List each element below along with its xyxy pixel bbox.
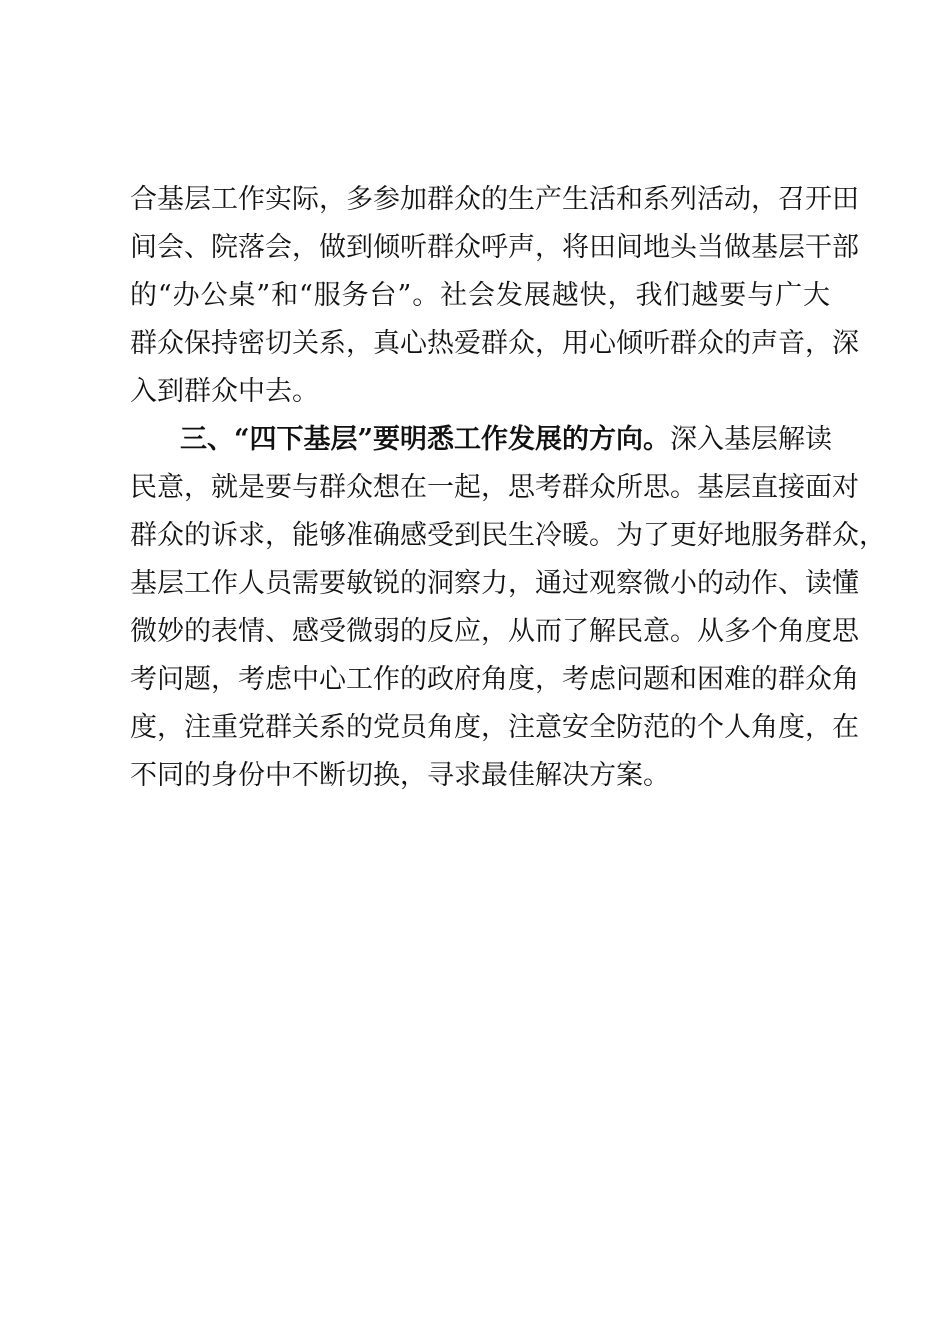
paragraph-2-line-6: 考问题，考虑中心工作的政府角度，考虑问题和困难的群众角 <box>130 664 859 695</box>
paragraph-1-line-2: 间会、院落会，做到倾听群众呼声，将田间地头当做基层干部 <box>130 232 859 263</box>
paragraph-2-line-7: 度，注重党群关系的党员角度，注意安全防范的个人角度，在 <box>130 712 859 743</box>
paragraph-1-line-1: 合基层工作实际，多参加群众的生产生活和系列活动，召开田 <box>130 184 859 215</box>
paragraph-2-line-8: 不同的身份中不断切换，寻求最佳解决方案。 <box>130 760 670 791</box>
paragraph-2-line-5: 微妙的表情、感受微弱的反应，从而了解民意。从多个角度思 <box>130 616 859 647</box>
section-heading: 三、“四下基层”要明悉工作发展的方向。 <box>180 424 671 455</box>
paragraph-2-line-3: 群众的诉求，能够准确感受到民生冷暖。为了更好地服务群众， <box>130 520 886 551</box>
paragraph-2-line-1-rest: 深入基层解读 <box>670 424 833 455</box>
paragraph-2-line-1 <box>180 416 833 464</box>
paragraph-1-line-3: 的“办公桌”和“服务台”。社会发展越快，我们越要与广大 <box>130 280 830 311</box>
paragraph-1-line-5: 入到群众中去。 <box>130 376 319 407</box>
paragraph-2-line-2: 民意，就是要与群众想在一起，思考群众所思。基层直接面对 <box>130 472 859 503</box>
paragraph-2-line-4: 基层工作人员需要敏锐的洞察力，通过观察微小的动作、读懂 <box>130 568 859 599</box>
paragraph-1-line-4: 群众保持密切关系，真心热爱群众，用心倾听群众的声音，深 <box>130 328 859 359</box>
